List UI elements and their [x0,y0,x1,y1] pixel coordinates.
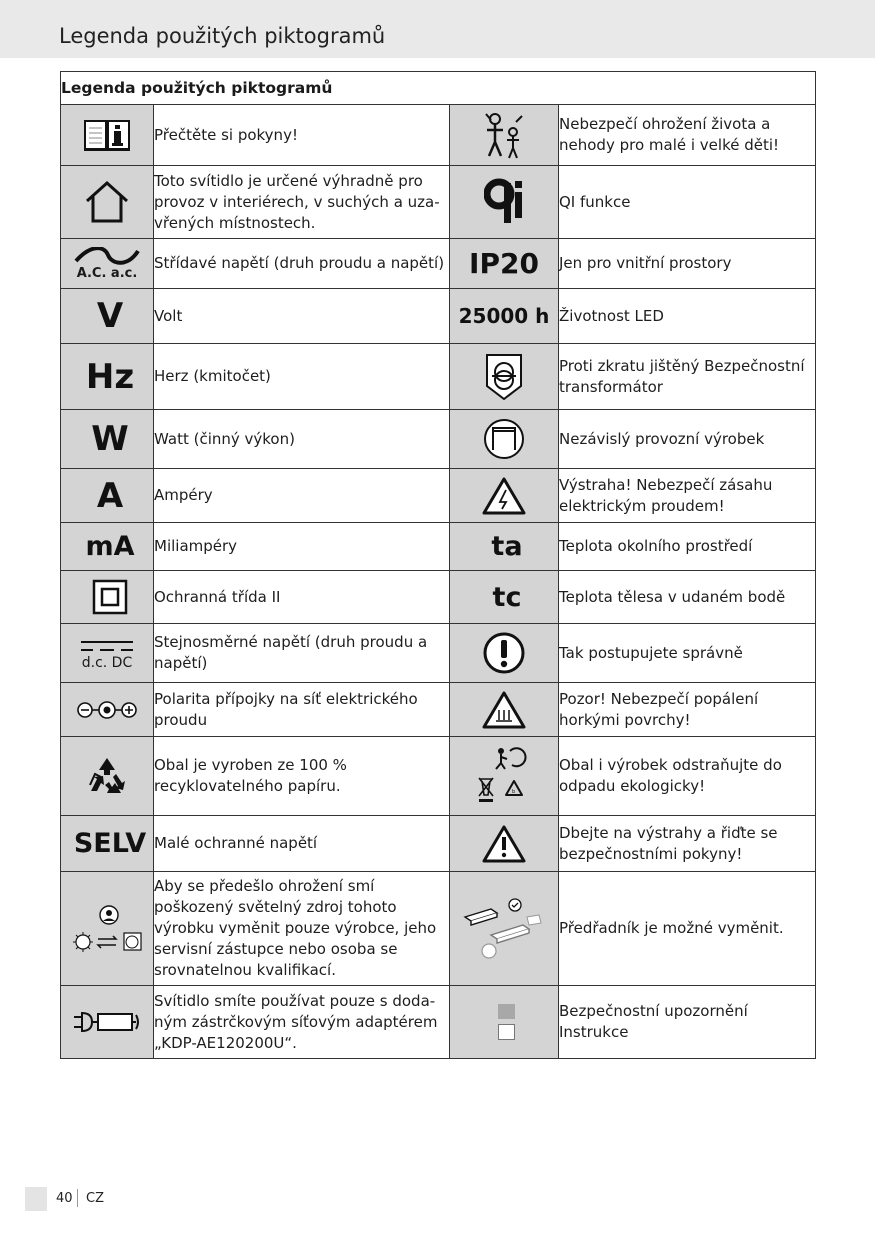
eco-disposal-icon [450,737,559,816]
independent-product-icon [450,410,559,469]
plug-adapter-icon [61,986,154,1059]
table-row [61,166,816,239]
legend-text: Předřadník je možné vyměnit. [559,872,816,986]
table-row [61,624,816,683]
table-row [61,344,816,410]
table-row [61,410,816,469]
ip20-symbol: IP20 [450,239,559,289]
legend-text: Bezpečnostní upozornění Instrukce [559,986,816,1059]
table-row [61,571,816,624]
children-danger-icon [450,105,559,166]
legend-text: Pozor! Nebezpečí popálení horkými povrchy! [559,683,816,737]
language-code: CZ [86,1191,104,1206]
legend-text: Aby se předešlo ohrožení smí poškozený světelný zdroj tohoto výrobku vyměnit pouze výrobce, jeho servisní zástupce nebo osoba se srovnatelnou kvalifikací. [154,872,450,986]
legend-text: Dbejte na výstrahy a řiďte se bezpečnostními pokyny! [559,816,816,872]
electric-shock-warning-icon [450,469,559,523]
info-squares-icon [450,986,559,1059]
ambient-temperature-symbol: ta [450,523,559,571]
legend-text: Nezávislý provozní výrobek [559,410,816,469]
legend-text: Volt [154,289,450,344]
table-row [61,469,816,523]
legend-text: Tak postupujete správně [559,624,816,683]
selv-symbol: SELV [61,816,154,872]
page-header [0,0,875,58]
watt-symbol: W [61,410,154,469]
qi-icon [450,166,559,239]
page-title: Legenda použitých piktogramů [59,24,386,48]
replaceable-driver-icon [450,872,559,986]
table-row [61,683,816,737]
hot-surface-warning-icon [450,683,559,737]
table-row [61,105,816,166]
table-row [61,872,816,986]
table-row [61,737,816,816]
legend-text: QI funkce [559,166,816,239]
table-row [61,986,816,1059]
safety-transformer-icon [450,344,559,410]
polarity-icon [61,683,154,737]
table-row [61,289,816,344]
legend-text: Herz (kmitočet) [154,344,450,410]
legend-text: Miliampéry [154,523,450,571]
volt-symbol: V [61,289,154,344]
pictogram-legend-table [60,71,816,1059]
recycling-icon [61,737,154,816]
case-temperature-symbol: tc [450,571,559,624]
read-instructions-icon [61,105,154,166]
legend-text: Výstraha! Nebezpečí zásahu elektrickým proudem! [559,469,816,523]
exclamation-circle-icon [450,624,559,683]
footer-marker [25,1187,47,1211]
table-row [61,816,816,872]
legend-text: Polarita přípojky na síť elektrického proudu [154,683,450,737]
legend-text: Watt (činný výkon) [154,410,450,469]
hertz-symbol: Hz [61,344,154,410]
page-number: 40 [56,1191,73,1206]
legend-text: Nebezpečí ohrožení života a nehody pro malé i velké děti! [559,105,816,166]
table-row [61,523,816,571]
legend-text: Obal je vyroben ze 100 % recyklovatelného papíru. [154,737,450,816]
legend-text: Toto svítidlo je určené výhradně pro provoz v interiérech, v suchých a uza-vřených místnostech. [154,166,450,239]
legend-text: Ochranná třída II [154,571,450,624]
qualified-replacement-icon [61,872,154,986]
led-lifetime-symbol: 25000 h [450,289,559,344]
alternating-current-icon [61,239,154,289]
ampere-symbol: A [61,469,154,523]
svg-text:b: b [512,789,516,795]
legend-text: Střídavé napětí (druh proudu a napětí) [154,239,450,289]
indoor-house-icon [61,166,154,239]
milliampere-symbol: mA [61,523,154,571]
table-row [61,239,816,289]
legend-text: Životnost LED [559,289,816,344]
dc-label: d.c. DC [81,654,133,671]
legend-text: Malé ochranné napětí [154,816,450,872]
legend-text: Ampéry [154,469,450,523]
legend-text: Proti zkratu jištěný Bezpečnostní transformátor [559,344,816,410]
legend-text: Jen pro vnitřní prostory [559,239,816,289]
legend-text: Teplota okolního prostředí [559,523,816,571]
general-warning-icon [450,816,559,872]
direct-current-icon [61,624,154,683]
table-heading: Legenda použitých piktogramů [61,72,816,105]
legend-text: Přečtěte si pokyny! [154,105,450,166]
legend-text: Svítidlo smíte používat pouze s doda-ným zástrčkovým síťovým adaptérem „KDP-AE120200U“. [154,986,450,1059]
protection-class-2-icon [61,571,154,624]
legend-text: Teplota tělesa v udaném bodě [559,571,816,624]
legend-text: Stejnosměrné napětí (druh proudu a napětí) [154,624,450,683]
footer-divider [77,1189,78,1207]
ac-label: A.C. a.c. [76,265,138,281]
table-header-row [61,72,816,105]
legend-text: Obal i výrobek odstraňujte do odpadu ekologicky! [559,737,816,816]
